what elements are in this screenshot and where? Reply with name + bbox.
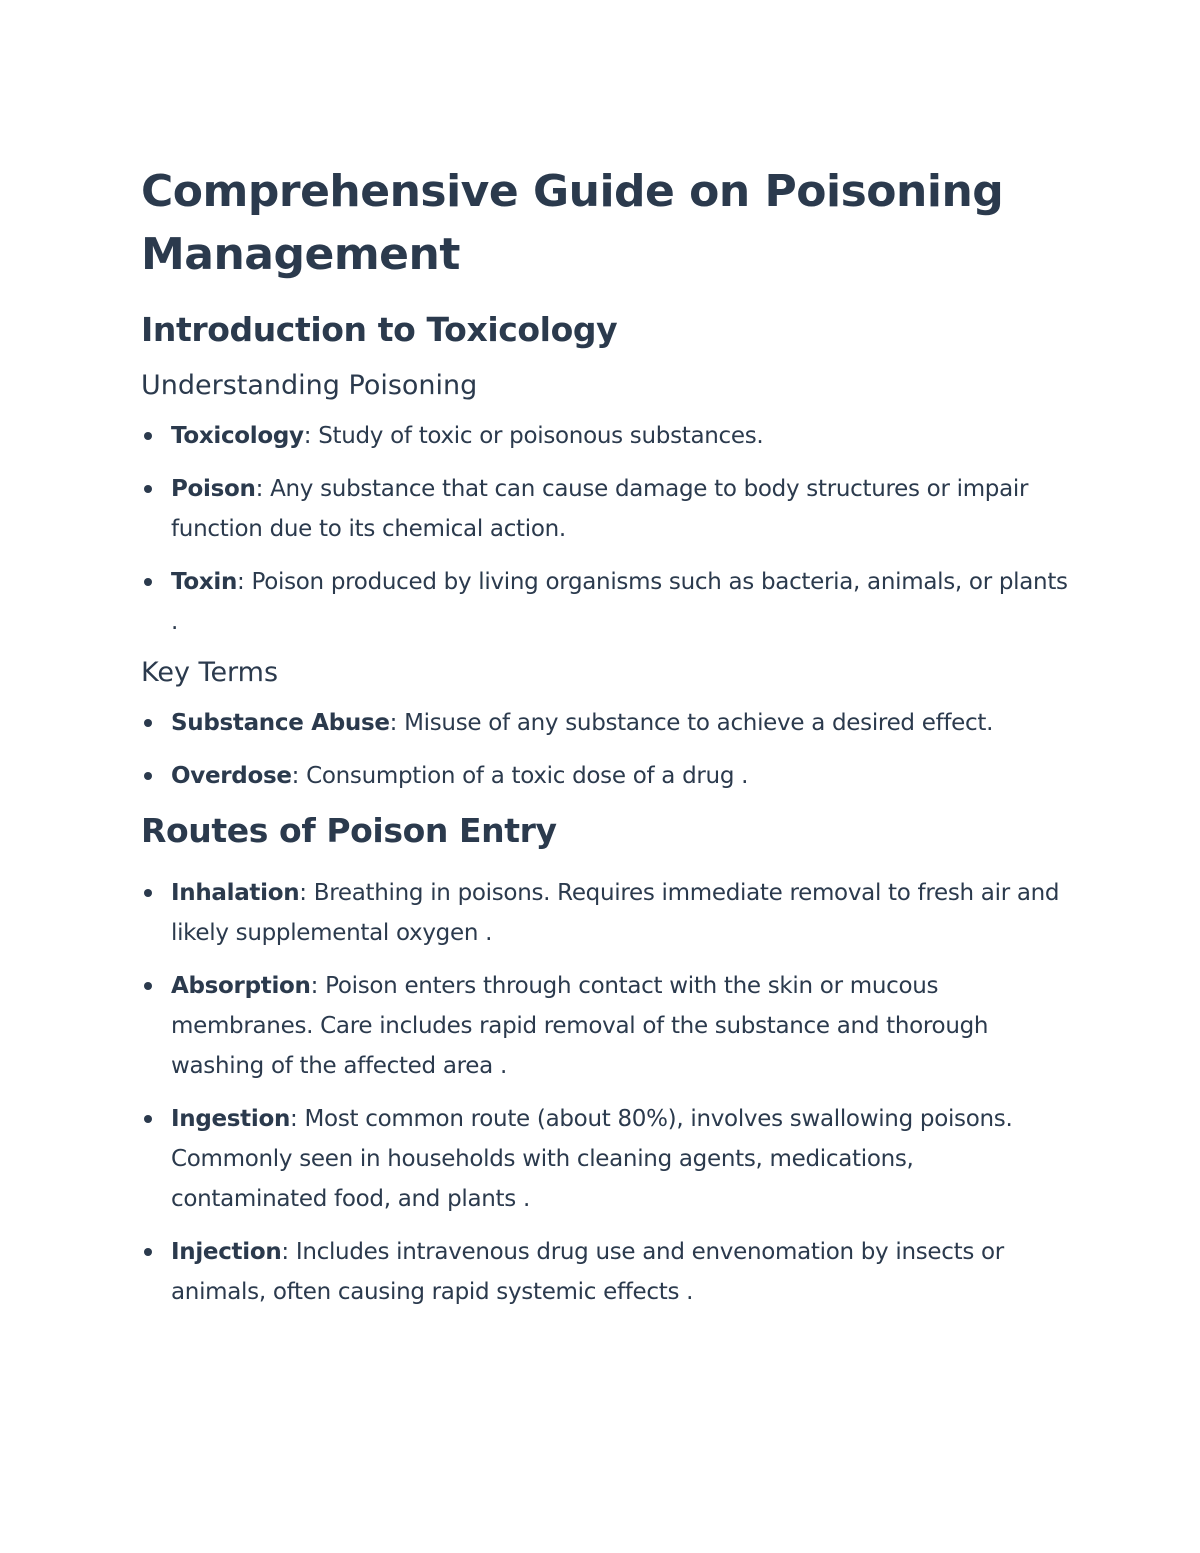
bullet-icon: [144, 772, 152, 780]
bullet-icon: [144, 719, 152, 727]
bullet-icon: [144, 485, 152, 493]
list-item-term: Poison: [171, 476, 256, 502]
list-item: [141, 1232, 1071, 1312]
list-item-text: : Breathing in poisons. Requires immediate removal to fresh air and likely supplemental oxygen .: [171, 880, 1060, 946]
list-item: [141, 703, 1071, 743]
list-item-text: : Consumption of a toxic dose of a drug .: [291, 763, 749, 789]
list-item-term: Ingestion: [171, 1106, 291, 1132]
page-title: Comprehensive Guide on Poisoning Management: [141, 166, 1004, 280]
list-item: [141, 756, 1071, 796]
list-item-text: : Poison enters through contact with the skin or mucous membranes. Care includes rapid removal of the substance and thorough washing of the affected area .: [171, 973, 989, 1079]
list-item: [141, 469, 1071, 549]
bullet-icon: [144, 889, 152, 897]
list-item-text: : Includes intravenous drug use and envenomation by insects or animals, often causing rapid systemic effects .: [171, 1239, 1004, 1305]
document-page: [141, 160, 1071, 1325]
list-item-text: : Poison produced by living organisms such as bacteria, animals, or plants .: [171, 569, 1068, 635]
bullet-icon: [144, 982, 152, 990]
bullet-icon: [144, 1115, 152, 1123]
subsection-heading-key-terms: Key Terms: [141, 657, 279, 688]
list-item-term: Toxicology: [171, 423, 304, 449]
list-item-term: Injection: [171, 1239, 282, 1265]
subsection-heading-understanding-poisoning: Understanding Poisoning: [141, 370, 478, 401]
list-item: [141, 1099, 1071, 1219]
list-item-text: : Misuse of any substance to achieve a desired effect.: [389, 710, 994, 736]
list-item-text: : Study of toxic or poisonous substances.: [303, 423, 764, 449]
list-item: [141, 966, 1071, 1086]
list-item-term: Toxin: [171, 569, 238, 595]
section-heading-introduction: Introduction to Toxicology: [141, 310, 618, 349]
list-item-term: Substance Abuse: [171, 710, 390, 736]
routes-list: [141, 873, 1071, 1312]
list-item-text: : Any substance that can cause damage to body structures or impair function due to its chemical action.: [171, 476, 1029, 542]
key-terms-list: [141, 703, 1071, 796]
list-item: [141, 873, 1071, 953]
list-item: [141, 416, 1071, 456]
list-item: [141, 562, 1071, 642]
bullet-icon: [144, 578, 152, 586]
bullet-icon: [144, 1248, 152, 1256]
list-item-term: Overdose: [171, 763, 292, 789]
list-item-term: Inhalation: [171, 880, 300, 906]
list-item-term: Absorption: [171, 973, 311, 999]
section-heading-routes: Routes of Poison Entry: [141, 811, 557, 850]
bullet-icon: [144, 432, 152, 440]
understanding-poisoning-list: [141, 416, 1071, 642]
list-item-text: : Most common route (about 80%), involves swallowing poisons. Commonly seen in households with cleaning agents, medications, contaminated food, and plants .: [171, 1106, 1013, 1212]
